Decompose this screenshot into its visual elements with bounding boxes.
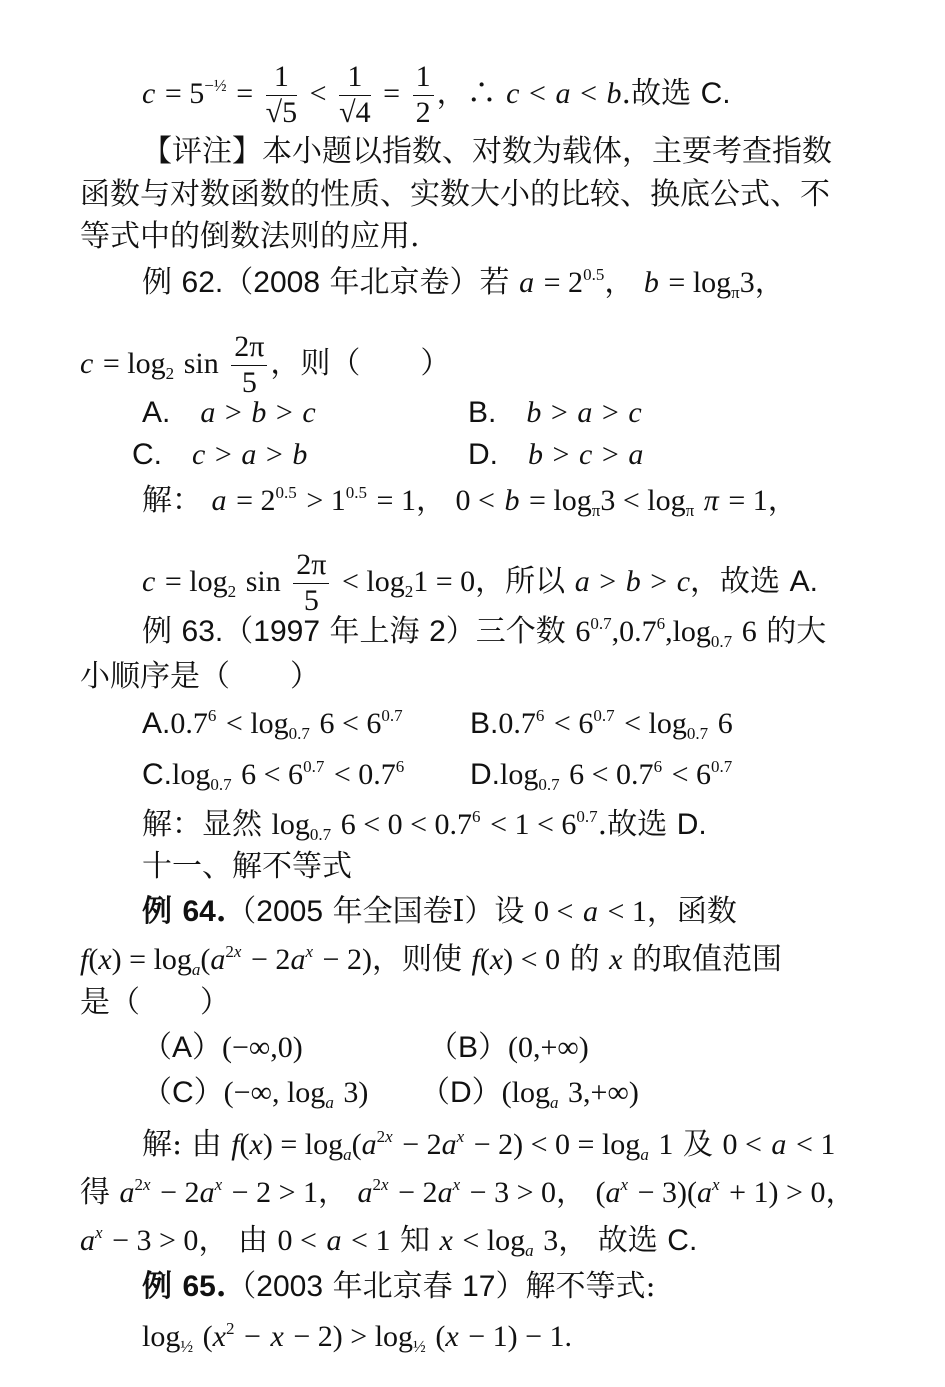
text-line: $a^x - 3 > 0$， 由 0 < a < 1 知 $x < \log_a 3$， 故选 C.	[80, 1223, 698, 1260]
text-line: 例 64.（2005 年全国卷Ⅰ）设 0 < a < 1，函数	[142, 894, 737, 929]
text-line: A. a > b > c	[142, 396, 316, 429]
text-line: 解: 由 $f(x) = \log_a(a^{2x} - 2a^x - 2) < 0 = \log_a 1$ 及 0 < a < 1	[142, 1127, 836, 1164]
text-line: $A.0.7^6 < \log_{0.7} 6 < 6^{0.7}$	[142, 706, 403, 743]
text-line: 是（ ）	[80, 985, 230, 1020]
text-line: $c = \log_2 \sin$ $\frac{2\pi}{5}$ < $\log_21 = 0$，所以 a > b > c，故选 A.	[142, 548, 818, 617]
text-line: $B.0.7^6 < 6^{0.7} < \log_{0.7} 6$	[470, 706, 733, 743]
text-line: D. b > c > a	[468, 438, 644, 471]
text-line: 小顺序是（ ）	[80, 659, 320, 694]
text-line: $c = \log_2 \sin$ $\frac{2\pi}{5}$ ，则（ ）	[80, 330, 451, 399]
text-line: $f(x) = \log_a(a^{2x} - 2a^x - 2)$，则使 f(x) < 0 的 x 的取值范围	[80, 942, 783, 979]
text-line: 【评注】本小题以指数、对数为载体，主要考查指数	[142, 134, 832, 169]
text-line: 解：显然 $\log_{0.7} 6 < 0 < 0.7^6 < 1 < 6^{0.7}$.故选 D.	[142, 807, 707, 844]
text-line: 解： $a = 2^{0.5} > 1^{0.5} = 1$， $0 < b = \log_\pi 3 < \log_\pi \pi = 1$，	[142, 483, 798, 520]
text-line: 十一、解不等式	[142, 849, 352, 884]
text-line: 例 63.（1997 年上海 2）三个数 $6^{0.7},0.7^6,\log_{0.7}$ 6 的大	[142, 614, 827, 651]
text-line: $c = 5^{-\frac{1}{2}}$ = $\frac{1}{√5}$ < $\frac{1}{√4}$ = $\frac{1}{2}$ ，∴ c < a < b.故选 C.	[142, 60, 731, 129]
text-line: $(D)(\log_a$ 3,+∞)	[420, 1075, 639, 1112]
text-line: 等式中的倒数法则的应用.	[80, 219, 420, 254]
text-line: （B）(0,+∞)	[428, 1030, 589, 1065]
text-line: （C）(−∞, $\log_a 3$)	[142, 1075, 369, 1112]
text-line: $D.\log_{0.7}$ $6 < 0.7^6 < 6^{0.7}$	[470, 757, 733, 794]
text-line: 函数与对数函数的性质、实数大小的比较、换底公式、不	[80, 177, 830, 212]
text-line: 例 65.（2003 年北京春 17）解不等式:	[142, 1269, 656, 1304]
text-line: $C.\log_{0.7}$ $6 < 6^{0.7} < 0.7^6$	[142, 757, 405, 794]
text-line: （A）(−∞,0)	[142, 1030, 303, 1065]
text-line: B. b > a > c	[468, 396, 642, 429]
text-line: C. c > a > b	[132, 438, 308, 471]
text-line: 例 62.（2008 年北京卷）若 $a = 2^{0.5}$， $b = \log_\pi 3$，	[142, 265, 785, 302]
text-line: 得 $a^{2x} - 2a^x - 2 > 1$， $a^{2x} - 2a^x - 3 > 0$， $(a^x - 3)(a^x + 1) > 0$，	[80, 1175, 856, 1210]
text-line: $\log_{\frac{1}{2}} (x^2 - x - 2) > \log_{\frac{1}{2}} (x - 1) - 1$.	[142, 1319, 573, 1356]
